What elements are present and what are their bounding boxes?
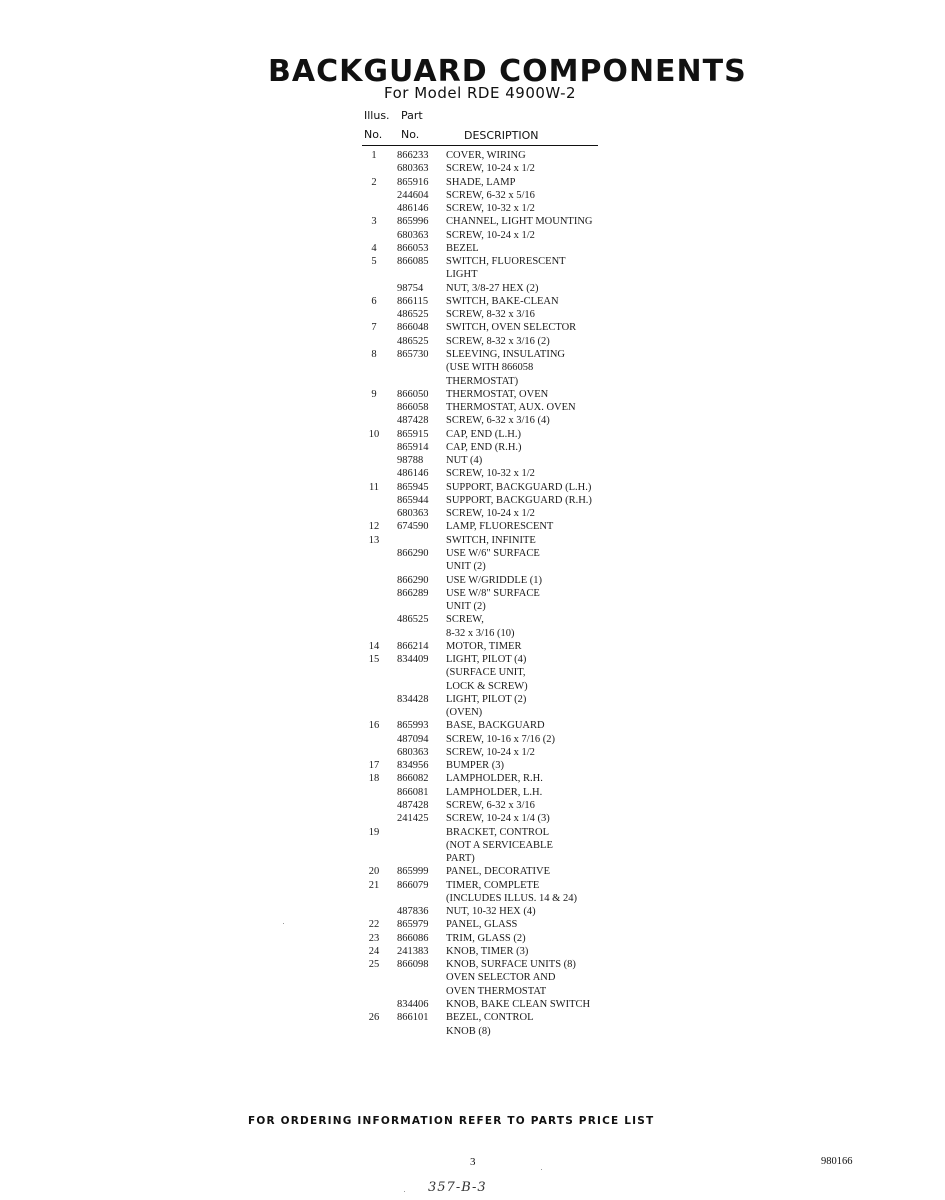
illus-number: 16 (368, 720, 380, 732)
table-row (0, 215, 945, 228)
part-description: USE W/6" SURFACE (446, 547, 540, 559)
part-number: 865945 (397, 481, 429, 493)
table-row (0, 613, 945, 626)
part-number: 680363 (397, 746, 429, 758)
part-header-label: Part (401, 109, 423, 122)
part-description: LAMP, FLUORESCENT (446, 521, 554, 533)
illus-number: 7 (371, 322, 377, 334)
table-row (0, 839, 945, 852)
part-description: LAMPHOLDER, R.H. (446, 773, 543, 785)
part-description: SHADE, LAMP (446, 176, 516, 188)
table-row (0, 494, 945, 507)
part-description: SCREW, 10-16 x 7/16 (2) (446, 733, 555, 745)
part-description: SCREW, 6-32 x 3/16 (446, 800, 535, 812)
part-description: (SURFACE UNIT, (446, 667, 526, 679)
table-row (0, 268, 945, 281)
part-description: SCREW, 10-24 x 1/2 (446, 508, 535, 520)
table-row (0, 958, 945, 971)
table-row (0, 865, 945, 878)
illus-number: 24 (368, 945, 380, 957)
part-description: SCREW, 6-32 x 3/16 (4) (446, 415, 550, 427)
part-number: 866101 (397, 1012, 429, 1024)
illus-number: 13 (368, 534, 380, 546)
table-row (0, 162, 945, 175)
part-description: SCREW, 10-24 x 1/2 (446, 229, 535, 241)
part-description: SCREW, 10-32 x 1/2 (446, 468, 535, 480)
part-number: 98788 (397, 455, 424, 467)
illus-number: 1 (371, 150, 377, 161)
part-description: SCREW, 8-32 x 3/16 (446, 309, 535, 321)
table-row (0, 971, 945, 984)
model-subtitle: For Model RDE 4900W-2 (384, 84, 577, 102)
part-number: 866048 (397, 322, 429, 334)
part-description: SWITCH, INFINITE (446, 534, 536, 546)
illus-number: 6 (371, 295, 377, 307)
table-row (0, 719, 945, 732)
part-number: 241425 (397, 813, 429, 825)
part-number: 486146 (397, 203, 429, 215)
part-description: THERMOSTAT, OVEN (446, 388, 549, 400)
part-description: BEZEL, CONTROL (446, 1012, 534, 1024)
part-number: 866289 (397, 587, 429, 599)
illus-number: 12 (368, 521, 380, 533)
table-row (0, 666, 945, 679)
table-row (0, 441, 945, 454)
part-number: 834956 (397, 760, 429, 772)
table-row (0, 375, 945, 388)
table-row (0, 693, 945, 706)
table-row (0, 242, 945, 255)
table-row (0, 892, 945, 905)
part-description: CAP, END (R.H.) (446, 441, 522, 453)
part-description: LAMPHOLDER, L.H. (446, 786, 543, 798)
table-row (0, 574, 945, 587)
part-number: 834406 (397, 999, 429, 1010)
table-row (0, 680, 945, 693)
illus-number: 22 (368, 919, 380, 931)
table-row (0, 308, 945, 321)
illus-number: 23 (368, 932, 380, 944)
part-number: 866290 (397, 547, 429, 559)
table-row (0, 826, 945, 839)
part-description: (NOT A SERVICEABLE (446, 839, 553, 851)
part-number: 866233 (397, 150, 429, 161)
part-number: 486525 (397, 335, 429, 347)
page-title: BACKGUARD COMPONENTS (268, 54, 747, 89)
part-description: NUT, 10-32 HEX (4) (446, 906, 536, 918)
part-number: 866214 (397, 640, 429, 652)
table-row (0, 520, 945, 533)
illus-number: 8 (371, 348, 377, 360)
part-description: (USE WITH 866058 (446, 362, 534, 374)
part-description: SCREW, 10-24 x 1/4 (3) (446, 813, 550, 825)
illus-number: 10 (368, 428, 380, 440)
table-row (0, 467, 945, 480)
part-description: KNOB, BAKE CLEAN SWITCH (446, 999, 591, 1010)
part-number: 834428 (397, 693, 429, 705)
part-number: 487428 (397, 415, 429, 427)
table-row (0, 428, 945, 441)
part-number: 680363 (397, 508, 429, 520)
part-description: BEZEL (446, 242, 479, 254)
part-description: CHANNEL, LIGHT MOUNTING (446, 216, 593, 228)
part-description: MOTOR, TIMER (446, 640, 522, 652)
illus-number: 4 (371, 242, 377, 254)
part-number: 865999 (397, 866, 429, 878)
table-row (0, 361, 945, 374)
part-number: 866050 (397, 388, 429, 400)
part-number: 865914 (397, 441, 429, 453)
part-number: 486146 (397, 468, 429, 480)
part-number: 487094 (397, 733, 429, 745)
table-row (0, 176, 945, 189)
part-description: KNOB, SURFACE UNITS (8) (446, 959, 576, 971)
table-row (0, 759, 945, 772)
part-description: SUPPORT, BACKGUARD (L.H.) (446, 481, 592, 493)
part-number: 486525 (397, 614, 429, 626)
table-row (0, 587, 945, 600)
illus-number: 21 (368, 879, 380, 891)
part-description: SCREW, 10-24 x 1/2 (446, 746, 535, 758)
scan-speck (541, 1169, 542, 1170)
part-description: SLEEVING, INSULATING (446, 348, 565, 360)
part-number: 680363 (397, 229, 429, 241)
part-number: 486525 (397, 309, 429, 321)
part-description: (INCLUDES ILLUS. 14 & 24) (446, 892, 577, 904)
table-row (0, 786, 945, 799)
illus-number: 26 (368, 1012, 380, 1024)
part-description: TIMER, COMPLETE (446, 879, 540, 891)
illus-number: 11 (368, 481, 380, 493)
table-row (0, 335, 945, 348)
part-description: BRACKET, CONTROL (446, 826, 550, 838)
parts-list (0, 149, 945, 1038)
part-number: 244604 (397, 189, 429, 201)
ordering-info-note: FOR ORDERING INFORMATION REFER TO PARTS PRICE LIST (248, 1115, 655, 1127)
part-number: 98754 (397, 282, 424, 294)
part-description: SWITCH, BAKE-CLEAN (446, 295, 559, 307)
table-row (0, 733, 945, 746)
table-row (0, 229, 945, 242)
illus-number: 9 (371, 388, 377, 400)
table-row (0, 149, 945, 162)
table-row (0, 852, 945, 865)
part-description: BASE, BACKGUARD (446, 720, 545, 732)
part-number: 866085 (397, 256, 429, 268)
table-row (0, 1025, 945, 1038)
table-row (0, 945, 945, 958)
part-description: UNIT (2) (446, 561, 486, 573)
part-description: SCREW, 10-24 x 1/2 (446, 163, 535, 175)
part-number: 866086 (397, 932, 429, 944)
handwritten-annotation: 357-B-3 (428, 1180, 487, 1195)
table-row (0, 932, 945, 945)
part-no-header: No. (401, 128, 420, 141)
table-row (0, 918, 945, 931)
table-row (0, 879, 945, 892)
illus-number: 25 (368, 959, 380, 971)
part-description: LIGHT, PILOT (2) (446, 693, 527, 705)
table-row (0, 547, 945, 560)
table-row (0, 282, 945, 295)
part-number: 865916 (397, 176, 429, 188)
description-header: DESCRIPTION (464, 129, 539, 142)
table-row (0, 706, 945, 719)
part-number: 680363 (397, 163, 429, 175)
header-rule (362, 145, 598, 146)
table-row (0, 454, 945, 467)
table-row (0, 905, 945, 918)
part-description: USE W/8" SURFACE (446, 587, 540, 599)
part-description: SWITCH, FLUORESCENT (446, 256, 566, 268)
table-row (0, 189, 945, 202)
table-row (0, 507, 945, 520)
part-description: LIGHT, PILOT (4) (446, 654, 527, 666)
part-number: 674590 (397, 521, 429, 533)
part-description: SCREW, (446, 614, 484, 626)
table-row (0, 812, 945, 825)
illus-number: 17 (368, 760, 380, 772)
part-description: COVER, WIRING (446, 150, 526, 161)
table-row (0, 627, 945, 640)
part-description: PANEL, DECORATIVE (446, 866, 551, 878)
table-row (0, 640, 945, 653)
table-row (0, 295, 945, 308)
part-number: 866290 (397, 574, 429, 586)
part-description: SWITCH, OVEN SELECTOR (446, 322, 577, 334)
part-description: PANEL, GLASS (446, 919, 518, 931)
table-row (0, 388, 945, 401)
part-description: (OVEN) (446, 707, 483, 719)
part-description: LOCK & SCREW) (446, 680, 528, 692)
part-number: 866079 (397, 879, 429, 891)
part-number: 865996 (397, 216, 429, 228)
scan-speck (404, 1191, 405, 1192)
part-description: KNOB, TIMER (3) (446, 945, 529, 957)
table-row (0, 799, 945, 812)
part-number: 487836 (397, 906, 429, 918)
illus-number: 18 (368, 773, 380, 785)
part-description: SCREW, 6-32 x 5/16 (446, 189, 535, 201)
part-number: 866081 (397, 786, 429, 798)
document-number: 980166 (821, 1156, 853, 1167)
part-description: SCREW, 10-32 x 1/2 (446, 203, 535, 215)
part-number: 487428 (397, 800, 429, 812)
table-row (0, 772, 945, 785)
part-description: PART) (446, 853, 475, 865)
table-row (0, 985, 945, 998)
illus-no-header: No. (364, 128, 383, 141)
illus-number: 20 (368, 866, 380, 878)
part-description: SUPPORT, BACKGUARD (R.H.) (446, 494, 592, 506)
part-number: 866115 (397, 295, 429, 307)
part-description: OVEN SELECTOR AND (446, 972, 556, 984)
illus-number: 15 (368, 654, 380, 666)
part-description: THERMOSTAT) (446, 375, 519, 387)
page-number: 3 (470, 1156, 476, 1168)
table-row (0, 202, 945, 215)
table-row (0, 746, 945, 759)
part-description: CAP, END (L.H.) (446, 428, 521, 440)
part-description: OVEN THERMOSTAT (446, 985, 547, 997)
illus-number: 5 (371, 256, 377, 268)
part-number: 834409 (397, 654, 429, 666)
part-number: 865979 (397, 919, 429, 931)
illus-header-label: Illus. (364, 109, 390, 122)
part-number: 866058 (397, 402, 429, 414)
table-row (0, 998, 945, 1011)
table-row (0, 600, 945, 613)
scan-speck (283, 923, 284, 924)
table-row (0, 321, 945, 334)
part-description: UNIT (2) (446, 601, 486, 613)
part-description: LIGHT (446, 269, 478, 281)
table-row (0, 401, 945, 414)
table-row (0, 534, 945, 547)
table-row (0, 1011, 945, 1024)
part-description: KNOB (8) (446, 1025, 491, 1037)
illus-number: 14 (368, 640, 380, 652)
part-description: BUMPER (3) (446, 760, 505, 772)
part-description: USE W/GRIDDLE (1) (446, 574, 543, 586)
part-number: 865993 (397, 720, 429, 732)
illus-number: 3 (371, 216, 377, 228)
table-row (0, 255, 945, 268)
part-description: TRIM, GLASS (2) (446, 932, 526, 944)
table-row (0, 653, 945, 666)
part-description: THERMOSTAT, AUX. OVEN (446, 402, 576, 414)
part-description: NUT, 3/8-27 HEX (2) (446, 282, 539, 294)
illus-number: 2 (371, 176, 377, 188)
part-number: 865915 (397, 428, 429, 440)
part-number: 866082 (397, 773, 429, 785)
part-description: NUT (4) (446, 455, 483, 467)
part-number: 865944 (397, 494, 429, 506)
part-description: SCREW, 8-32 x 3/16 (2) (446, 335, 550, 347)
part-number: 865730 (397, 348, 429, 360)
part-number: 866053 (397, 242, 429, 254)
table-row (0, 560, 945, 573)
table-row (0, 348, 945, 361)
illus-number: 19 (368, 826, 380, 838)
table-row (0, 414, 945, 427)
part-description: 8-32 x 3/16 (10) (446, 627, 515, 639)
part-number: 241383 (397, 945, 429, 957)
table-row (0, 481, 945, 494)
part-number: 866098 (397, 959, 429, 971)
